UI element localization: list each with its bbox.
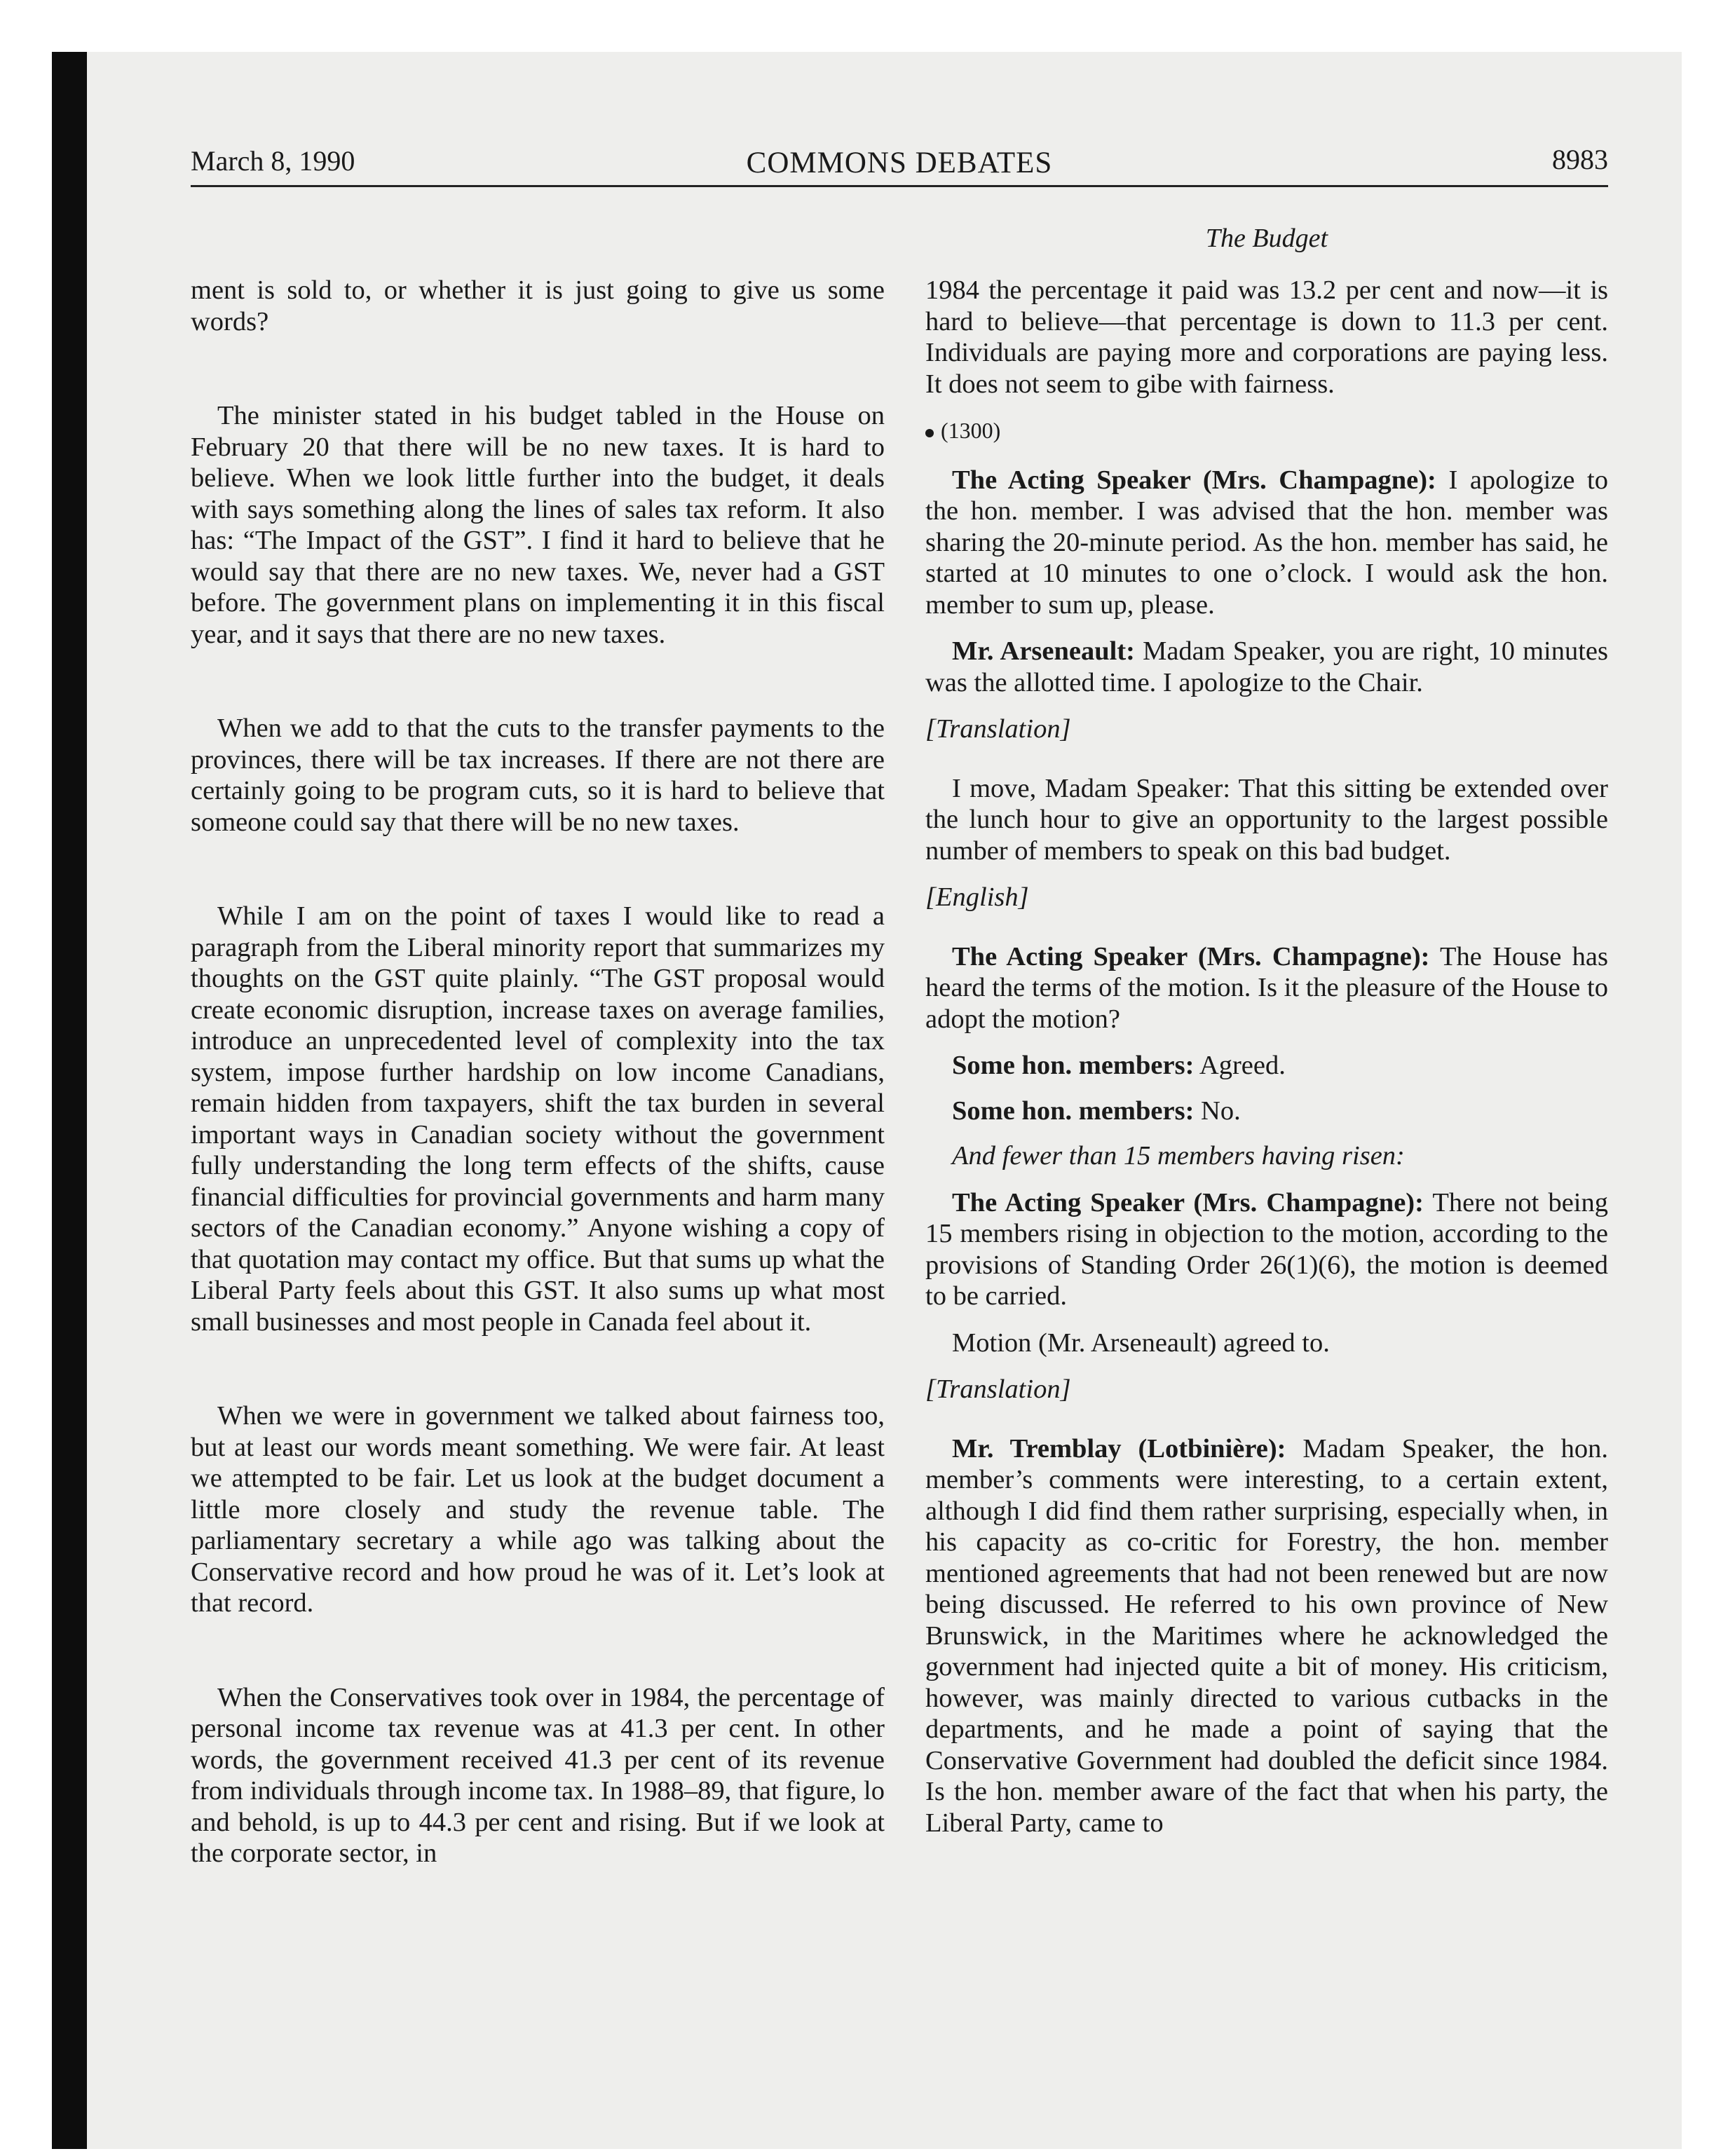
paragraph: While I am on the point of taxes I would like to read a paragraph from the Liberal minority report that summarizes my thoughts on the GST quite plainly. “The GST proposal would create economic disruption, increase taxes on average families, introduce an unprecedented level of complexity into the tax system, impose further hardship on low income Canadians, remain hidden from taxpayers, shift the tax burden in several important ways in Canadian society without the government fully understanding the long term effects of the shifts, cause financial difficulties for provincial governments and harm many sectors of the Canadian economy.” Anyone wishing a copy of that quotation may contact my office. But that sums up what the Liberal Party feels about this GST. It also sums up what most small businesses and most people in Canada feel about it. (191, 901, 885, 1337)
speech-text: Madam Speaker, you are right, 10 minutes was the allotted time. I apologize to the Chair. (925, 636, 1609, 697)
speech (925, 1096, 1608, 1127)
paragraph: When we were in government we talked about fairness too, but at least our words meant something. We were fair. At least we attempted to be fair. Let us look at the budget document a little more closely and study the revenue table. The parliamentary secretary a while ago was talking about the Conservative record and how proud he was of it. Let’s look at that record. (191, 1401, 885, 1618)
paragraph: The minister stated in his budget tabled in the House on February 20 that there will be no new taxes. It is hard to believe. When we look little further into the budget, it deals with says something along the lines of sales tax reform. It also has: “The Impact of the GST”. I find it hard to believe that he would say that there are no new taxes. We, never had a GST before. The government plans on implementing it in this fiscal year, and it says that there are no new taxes. (191, 401, 885, 649)
speaker-name: Some hon. members: (952, 1096, 1195, 1126)
speech (925, 941, 1608, 1035)
language-marker: [English] (925, 882, 1029, 912)
paragraph: 1984 the percentage it paid was 13.2 per cent and now—it is hard to believe—that percentage is down to 11.3 per cent. Individuals are paying more and corporations are paying less. It does not seem to gibe with fairness. (925, 275, 1608, 399)
header-date: March 8, 1990 (191, 145, 355, 177)
speech (925, 1433, 1608, 1839)
left-column (191, 275, 885, 1932)
page-header (191, 139, 1608, 181)
language-marker: [Translation] (925, 714, 1071, 744)
speech (925, 1050, 1608, 1082)
speech-text: No. (1194, 1096, 1241, 1126)
speaker-name: Some hon. members: (952, 1051, 1195, 1080)
paragraph: I move, Madam Speaker: That this sitting be extended over the lunch hour to give an opportunity to the largest possible number of members to speak on this bad budget. (925, 773, 1608, 866)
speaker-name: The Acting Speaker (Mrs. Champagne): (952, 1187, 1424, 1217)
speaker-name: The Acting Speaker (Mrs. Champagne): (952, 465, 1436, 495)
running-head: The Budget (1205, 224, 1328, 253)
time-label: (1300) (941, 418, 1001, 443)
speech-text: The House has heard the terms of the motion. Is it the pleasure of the House to adopt the motion? (925, 941, 1609, 1034)
page-number: 8983 (1552, 144, 1608, 175)
header-rule (191, 185, 1608, 187)
speaker-name: Mr. Arseneault: (952, 636, 1135, 666)
speech (925, 636, 1608, 698)
speech (925, 465, 1608, 621)
time-marker (925, 415, 1608, 446)
procedural-note: And fewer than 15 members having risen: (952, 1141, 1405, 1171)
bullet-icon (925, 429, 934, 437)
speech-text: There not being 15 members rising in objection to the motion, according to the provisions of Standing Order 26(1)(6), the motion is deemed to be carried. (925, 1187, 1608, 1311)
paragraph: Motion (Mr. Arseneault) agreed to. (952, 1328, 1330, 1358)
speech-text: Agreed. (1194, 1051, 1286, 1080)
paragraph: When we add to that the cuts to the transfer payments to the provinces, there will be tax increases. If there are not there are certainly going to be program cuts, so it is hard to believe that someone could say that there will be no new taxes. (191, 714, 885, 837)
speech-text: I apologize to the hon. member. I was advised that the hon. member was sharing the 20-minute period. As the hon. member has said, he started at 10 minutes to one o’clock. I would ask the hon. member to sum up, please. (925, 465, 1608, 620)
binding-edge (52, 52, 87, 2149)
speaker-name: Mr. Tremblay (Lotbinière): (952, 1433, 1286, 1464)
language-marker: [Translation] (925, 1374, 1071, 1404)
speech-text: Madam Speaker, the hon. member’s comments were interesting, to a certain extent, although I did find them rather surprising, especially when, in his capacity as co-critic for Forestry, the hon. member mentioned agreements that had not been renewed but are now being discussed. He referred to his own province of New Brunswick, in the Maritimes where he acknowledged the government had injected quite a bit of money. His criticism, however, was mainly directed to various cutbacks in the departments, and he made a point of saying that the Conservative Government had doubled the deficit since 1984. Is the hon. member aware of the fact that when his party, the Liberal Party, came to (925, 1433, 1608, 1838)
header-title: COMMONS DEBATES (746, 146, 1053, 179)
paragraph: When the Conservatives took over in 1984, the percentage of personal income tax revenue was at 41.3 per cent. In other words, the government received 41.3 per cent of its revenue from individuals through income tax. In 1988–89, that figure, lo and behold, is up to 44.3 per cent and rising. But if we look at the corporate sector, in (191, 1682, 885, 1868)
speech (925, 1187, 1608, 1312)
speaker-name: The Acting Speaker (Mrs. Champagne): (952, 941, 1430, 971)
right-column (925, 275, 1608, 1854)
paragraph: ment is sold to, or whether it is just going to give us some words? (191, 275, 885, 336)
